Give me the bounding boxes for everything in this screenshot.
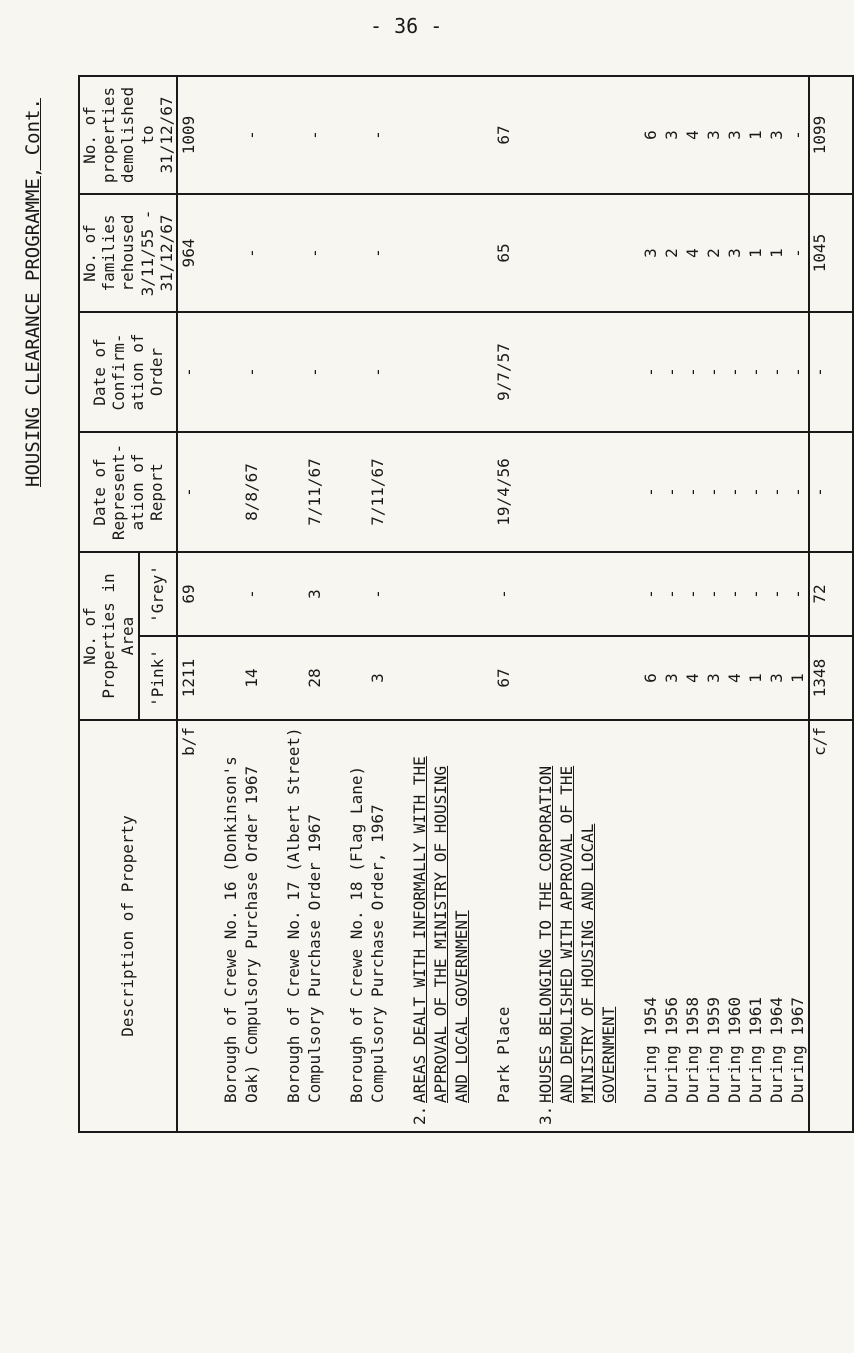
demolished-value: -	[787, 130, 807, 140]
header-properties-demolished: No. of properties demolished to 31/12/67	[79, 76, 177, 194]
pink-value: 67	[493, 668, 513, 688]
demolished-value: -	[367, 130, 387, 140]
grey-value: -	[745, 589, 765, 599]
grey-value	[283, 559, 304, 629]
represent-date	[409, 439, 430, 545]
description-line	[451, 727, 472, 1125]
description-line	[703, 727, 724, 1125]
confirm-cell	[177, 312, 809, 432]
represent-date: -	[766, 487, 786, 497]
rehoused-value: -	[787, 248, 807, 258]
represent-date	[262, 439, 283, 545]
rehoused-value	[619, 201, 640, 305]
represent-date	[451, 439, 472, 545]
item-number: 3.	[535, 1105, 555, 1125]
rehoused-cell	[177, 194, 809, 312]
represent-date: 8/8/67	[241, 463, 261, 521]
rehoused-value	[346, 201, 367, 305]
header-pink: 'Pink'	[139, 636, 177, 720]
rehoused-value: 2	[661, 248, 681, 258]
grey-value	[619, 559, 640, 629]
description-line	[577, 727, 598, 1125]
grey-value	[388, 559, 409, 629]
description-line	[430, 727, 451, 1125]
pink-value: 1211	[178, 658, 198, 698]
represent-date: 7/11/67	[304, 458, 324, 526]
description-line	[388, 727, 409, 1125]
demolished-value	[535, 83, 556, 187]
pink-value	[346, 643, 367, 713]
demolished-value: -	[304, 130, 324, 140]
represent-date	[430, 439, 451, 545]
confirm-date: -	[241, 367, 261, 377]
demolished-value: 3	[661, 130, 681, 140]
demolished-value: -	[241, 130, 261, 140]
rehoused-value: 964	[178, 238, 198, 268]
confirm-date	[199, 319, 220, 425]
rehoused-value: 4	[682, 248, 702, 258]
description-line	[724, 727, 745, 1125]
represent-date	[283, 439, 304, 545]
demolished-value	[430, 83, 451, 187]
confirm-date: -	[703, 367, 723, 377]
total-represent: -	[809, 432, 853, 552]
represent-date: -	[703, 487, 723, 497]
page-number: - 36 -	[370, 14, 443, 38]
demolished-value	[388, 83, 409, 187]
demolished-value	[451, 83, 472, 187]
description-line	[493, 727, 514, 1125]
represent-date: -	[178, 487, 198, 497]
pink-value: 6	[640, 673, 660, 683]
pink-value	[199, 643, 220, 713]
demolished-value	[619, 83, 640, 187]
confirm-date: -	[682, 367, 702, 377]
grey-value	[262, 559, 283, 629]
pink-value: 1	[787, 673, 807, 683]
grey-value	[556, 559, 577, 629]
total-label: c/f	[809, 720, 853, 1132]
demolished-value	[598, 83, 619, 187]
rehoused-value	[325, 201, 346, 305]
rehoused-value: -	[304, 248, 324, 258]
rehoused-value: -	[367, 248, 387, 258]
represent-date	[598, 439, 619, 545]
grey-value: -	[787, 589, 807, 599]
demolished-value	[577, 83, 598, 187]
header-grey: 'Grey'	[139, 552, 177, 636]
grey-value	[346, 559, 367, 629]
confirm-date	[430, 319, 451, 425]
demolished-value	[514, 83, 535, 187]
description-line	[178, 727, 199, 1125]
confirm-date: -	[178, 367, 198, 377]
rehoused-value	[430, 201, 451, 305]
confirm-date	[220, 319, 241, 425]
description-line	[598, 727, 619, 1125]
confirm-date: -	[367, 367, 387, 377]
grey-value: -	[661, 589, 681, 599]
description-line	[766, 727, 787, 1125]
header-description: Description of Property	[79, 720, 177, 1132]
grey-value	[220, 559, 241, 629]
rehoused-value: -	[241, 248, 261, 258]
description-text: During 1958	[682, 997, 702, 1103]
confirm-date	[598, 319, 619, 425]
pink-cell	[177, 636, 809, 720]
description-line	[367, 727, 388, 1125]
total-rehoused: 1045	[809, 194, 853, 312]
demolished-value: 3	[724, 130, 744, 140]
description-line	[283, 727, 304, 1125]
description-text: During 1960	[724, 997, 744, 1103]
description-text: Oak) Compulsory Purchase Order 1967	[241, 765, 261, 1103]
grey-value	[577, 559, 598, 629]
demolished-value: 6	[640, 130, 660, 140]
description-text: Compulsory Purchase Order, 1967	[367, 804, 387, 1103]
grey-value	[598, 559, 619, 629]
demolished-value: 1009	[178, 115, 198, 155]
description-line	[640, 727, 661, 1125]
rehoused-value: 65	[493, 243, 513, 263]
grey-value: -	[703, 589, 723, 599]
rehoused-value	[598, 201, 619, 305]
confirm-date: 9/7/57	[493, 343, 513, 401]
description-line	[682, 727, 703, 1125]
pink-value	[388, 643, 409, 713]
grey-value	[451, 559, 472, 629]
description-text: AREAS DEALT WITH INFORMALLY WITH THE	[409, 756, 429, 1103]
description-line	[199, 727, 220, 1125]
total-pink: 1348	[809, 636, 853, 720]
description-line	[241, 727, 262, 1125]
represent-date	[220, 439, 241, 545]
pink-value	[409, 643, 430, 713]
demolished-value	[556, 83, 577, 187]
rehoused-value	[409, 201, 430, 305]
totals-row	[809, 76, 853, 1132]
grey-value: -	[682, 589, 702, 599]
represent-date: -	[724, 487, 744, 497]
confirm-date	[535, 319, 556, 425]
confirm-date: -	[640, 367, 660, 377]
rehoused-value: 1	[766, 248, 786, 258]
pink-value: 14	[241, 668, 261, 688]
description-text: MINISTRY OF HOUSING AND LOCAL	[577, 823, 597, 1103]
represent-date: -	[682, 487, 702, 497]
grey-value	[430, 559, 451, 629]
rehoused-value	[577, 201, 598, 305]
pink-value	[220, 643, 241, 713]
represent-date	[514, 439, 535, 545]
represent-date	[325, 439, 346, 545]
pink-value: 3	[367, 673, 387, 683]
demolished-value: 67	[493, 125, 513, 145]
description-text: AND LOCAL GOVERNMENT	[451, 910, 471, 1103]
rehoused-value	[262, 201, 283, 305]
rehoused-value	[388, 201, 409, 305]
description-line	[472, 727, 493, 1125]
rehoused-value	[451, 201, 472, 305]
rehoused-value	[472, 201, 493, 305]
pink-value	[577, 643, 598, 713]
pink-value: 3	[703, 673, 723, 683]
grey-value	[472, 559, 493, 629]
description-text: During 1954	[640, 997, 660, 1103]
demolished-value	[262, 83, 283, 187]
confirm-date	[556, 319, 577, 425]
demolished-value: 4	[682, 130, 702, 140]
grey-value	[514, 559, 535, 629]
demolished-value	[283, 83, 304, 187]
confirm-date	[346, 319, 367, 425]
represent-date: -	[787, 487, 807, 497]
grey-value: -	[640, 589, 660, 599]
description-text: During 1959	[703, 997, 723, 1103]
represent-date: -	[745, 487, 765, 497]
represent-date	[472, 439, 493, 545]
confirm-date: -	[724, 367, 744, 377]
header-row	[79, 76, 139, 1132]
header-confirm-date: Date of Confirm-ation of Order	[79, 312, 177, 432]
represent-date: -	[640, 487, 660, 497]
grey-value	[409, 559, 430, 629]
total-demolished: 1099	[809, 76, 853, 194]
description-line	[619, 727, 640, 1125]
demolished-value: 1	[745, 130, 765, 140]
represent-cell	[177, 432, 809, 552]
rehoused-value: 2	[703, 248, 723, 258]
pink-value	[514, 643, 535, 713]
represent-date	[199, 439, 220, 545]
rehoused-value	[556, 201, 577, 305]
rehoused-value	[514, 201, 535, 305]
represent-date: -	[661, 487, 681, 497]
grey-cell	[177, 552, 809, 636]
confirm-date	[283, 319, 304, 425]
confirm-date	[472, 319, 493, 425]
pink-value	[325, 643, 346, 713]
confirm-date	[619, 319, 640, 425]
description-text: During 1961	[745, 997, 765, 1103]
grey-value	[325, 559, 346, 629]
pink-value: 28	[304, 668, 324, 688]
description-text: AND DEMOLISHED WITH APPROVAL OF THE	[556, 765, 576, 1103]
description-text: During 1956	[661, 997, 681, 1103]
pink-value	[619, 643, 640, 713]
description-text: During 1967	[787, 997, 807, 1103]
description-cell	[177, 720, 809, 1132]
brought-forward-label: b/f	[178, 727, 198, 756]
represent-date: 7/11/67	[367, 458, 387, 526]
description-line	[556, 727, 577, 1125]
pink-value: 1	[745, 673, 765, 683]
grey-value: -	[241, 589, 261, 599]
demolished-value: 3	[766, 130, 786, 140]
pink-value	[535, 643, 556, 713]
demolished-value	[325, 83, 346, 187]
confirm-date	[388, 319, 409, 425]
pink-value: 3	[766, 673, 786, 683]
header-properties-group: No. of Properties in Area	[79, 552, 139, 720]
description-text: Compulsory Purchase Order 1967	[304, 814, 324, 1103]
pink-value: 3	[661, 673, 681, 683]
grey-value: -	[724, 589, 744, 599]
pink-value	[598, 643, 619, 713]
represent-date: 19/4/56	[493, 458, 513, 526]
description-text: Borough of Crewe No. 18 (Flag Lane)	[346, 765, 366, 1103]
pink-value: 4	[682, 673, 702, 683]
description-line	[325, 727, 346, 1125]
pink-value: 4	[724, 673, 744, 683]
demolished-value	[409, 83, 430, 187]
grey-value	[535, 559, 556, 629]
description-line	[346, 727, 367, 1125]
description-line	[514, 727, 535, 1125]
header-represent-date: Date of Represent-ation of Report	[79, 432, 177, 552]
grey-value	[199, 559, 220, 629]
grey-value: 69	[178, 584, 198, 604]
total-confirm: -	[809, 312, 853, 432]
pink-value	[430, 643, 451, 713]
confirm-date	[451, 319, 472, 425]
demolished-value	[472, 83, 493, 187]
description-line	[787, 727, 808, 1125]
demolished-value	[346, 83, 367, 187]
rehoused-value	[199, 201, 220, 305]
description-text: Park Place	[493, 1006, 513, 1103]
confirm-date	[514, 319, 535, 425]
confirm-date: -	[304, 367, 324, 377]
represent-date	[535, 439, 556, 545]
description-line	[535, 727, 556, 1125]
description-line	[745, 727, 766, 1125]
pink-value	[556, 643, 577, 713]
header-families-rehoused: No. of families rehoused 3/11/55 - 31/12/67	[79, 194, 177, 312]
description-text: Borough of Crewe No. 17 (Albert Street)	[283, 727, 303, 1103]
description-text: Borough of Crewe No. 16 (Donkinson's	[220, 756, 240, 1103]
description-line	[304, 727, 325, 1125]
represent-date	[556, 439, 577, 545]
rehoused-value: 3	[640, 248, 660, 258]
rehoused-value: 1	[745, 248, 765, 258]
description-line	[220, 727, 241, 1125]
confirm-date	[325, 319, 346, 425]
rehoused-value	[535, 201, 556, 305]
description-text: APPROVAL OF THE MINISTRY OF HOUSING	[430, 765, 450, 1103]
confirm-date: -	[661, 367, 681, 377]
pink-value	[451, 643, 472, 713]
confirm-date	[577, 319, 598, 425]
represent-date	[388, 439, 409, 545]
demolished-value: 3	[703, 130, 723, 140]
body-row	[177, 76, 809, 1132]
clearance-table	[78, 75, 854, 1133]
description-line	[262, 727, 283, 1125]
description-text: HOUSES BELONGING TO THE CORPORATION	[535, 765, 555, 1103]
item-number: 2.	[409, 1105, 429, 1125]
confirm-date: -	[787, 367, 807, 377]
rehoused-value	[220, 201, 241, 305]
pink-value	[262, 643, 283, 713]
represent-date	[577, 439, 598, 545]
grey-value: 3	[304, 589, 324, 599]
confirm-date	[262, 319, 283, 425]
total-grey: 72	[809, 552, 853, 636]
represent-date	[619, 439, 640, 545]
rehoused-value: 3	[724, 248, 744, 258]
demolished-value	[220, 83, 241, 187]
page-heading: HOUSING CLEARANCE PROGRAMME, Cont.	[22, 98, 44, 487]
grey-value: -	[766, 589, 786, 599]
confirm-date	[409, 319, 430, 425]
description-line	[409, 727, 430, 1125]
demolished-cell	[177, 76, 809, 194]
demolished-value	[199, 83, 220, 187]
represent-date	[346, 439, 367, 545]
rehoused-value	[283, 201, 304, 305]
grey-value: -	[493, 589, 513, 599]
description-text: During 1964	[766, 997, 786, 1103]
description-line	[661, 727, 682, 1125]
description-text: GOVERNMENT	[598, 1006, 618, 1103]
grey-value: -	[367, 589, 387, 599]
clearance-table-rotated	[78, 77, 829, 1133]
pink-value	[472, 643, 493, 713]
confirm-date: -	[745, 367, 765, 377]
pink-value	[283, 643, 304, 713]
confirm-date: -	[766, 367, 786, 377]
